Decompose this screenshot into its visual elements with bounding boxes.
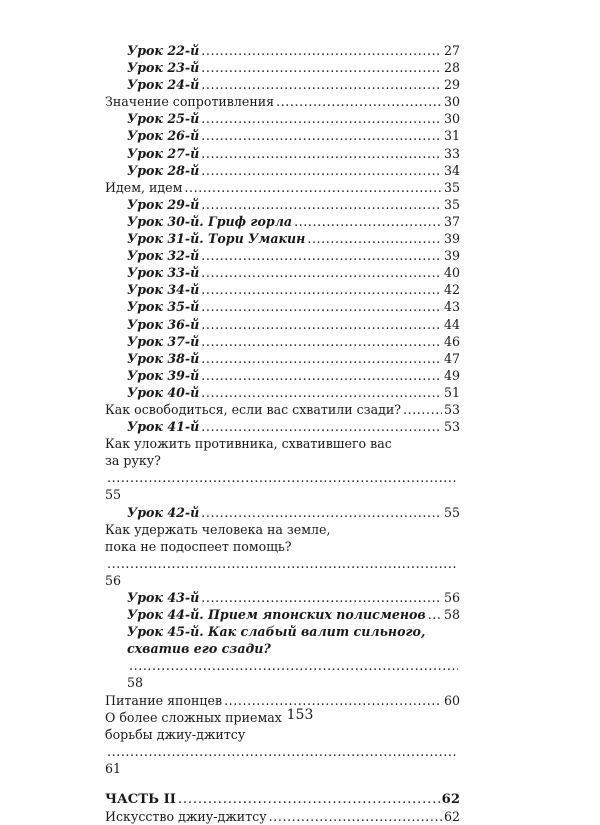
dot-leader (403, 401, 442, 418)
toc-entry-title: Искусство джиу-джитсу (105, 809, 267, 825)
toc-page-number: 40 (443, 265, 460, 281)
toc-entry-title: Урок 43-й (127, 590, 200, 605)
toc-page-number: 35 (443, 179, 460, 195)
toc-page-number: 58 (127, 675, 144, 691)
toc-section-entry[interactable] (105, 808, 460, 825)
toc-lesson-entry[interactable] (105, 589, 460, 606)
toc-lesson-entry[interactable] (105, 316, 460, 333)
toc-page-number: 34 (443, 162, 460, 178)
toc-entry-title: Урок 29-й (127, 196, 200, 212)
toc-page-number: 51 (443, 384, 460, 400)
toc-lesson-entry[interactable] (105, 42, 460, 59)
toc-page-number: 53 (443, 401, 460, 417)
dot-leader (201, 196, 442, 213)
toc-page-number: 39 (443, 231, 460, 247)
toc-section-entry[interactable] (105, 401, 460, 418)
toc-lesson-entry[interactable] (105, 213, 460, 230)
toc-entry-title: пока не подоспеет помощь? (105, 538, 292, 554)
toc-lesson-entry[interactable] (105, 230, 460, 247)
toc-lesson-entry[interactable] (105, 162, 460, 179)
dot-leader (201, 384, 442, 401)
toc-entry-title: О более сложных приемах (105, 709, 282, 725)
toc-entry-title: Урок 24-й (127, 77, 200, 93)
dot-leader (201, 504, 442, 521)
dot-leader (201, 145, 442, 162)
toc-lesson-entry[interactable] (105, 298, 460, 315)
dot-leader (201, 162, 442, 179)
toc-entry-title: Как освободиться, если вас схватили сзади? (105, 401, 401, 417)
toc-entry-title: Идем, идем (105, 179, 183, 195)
toc-entry-title: Урок 34-й (127, 282, 200, 298)
dot-leader (276, 93, 442, 110)
toc-lesson-entry[interactable] (105, 504, 460, 521)
dot-leader (107, 555, 458, 572)
toc-lesson-entry[interactable] (105, 59, 460, 76)
toc-page-number: 61 (105, 760, 122, 776)
toc-page-number: 56 (443, 590, 460, 605)
dot-leader (201, 59, 442, 76)
toc-entry-title: Урок 33-й (127, 265, 200, 281)
dot-leader (201, 281, 442, 298)
dot-leader (178, 791, 440, 808)
page-number: 153 (286, 707, 314, 723)
toc-lesson-entry[interactable] (105, 264, 460, 281)
toc-lesson-entry[interactable] (105, 281, 460, 298)
dot-leader (201, 110, 442, 127)
toc-entry-title: Урок 39-й (127, 367, 200, 383)
toc-part-heading[interactable] (105, 791, 460, 808)
toc-page-number: 62 (443, 809, 460, 825)
toc-entry-title: Значение сопротивления (105, 94, 275, 110)
toc-section-entry[interactable] (105, 93, 460, 110)
toc-page-number: 44 (443, 316, 460, 332)
toc-lesson-entry[interactable] (105, 418, 460, 435)
toc-page-number: 49 (443, 367, 460, 383)
dot-leader (201, 127, 442, 144)
toc-section-entry[interactable] (105, 435, 460, 503)
toc-entry-title: Урок 37-й (127, 333, 200, 349)
toc-lesson-entry[interactable] (105, 145, 460, 162)
toc-page-number: 42 (443, 282, 460, 298)
dot-leader (201, 298, 442, 315)
toc-entry-title: Урок 27-й (127, 145, 200, 161)
toc-lesson-entry[interactable] (105, 350, 460, 367)
toc-section-entry[interactable] (105, 179, 460, 196)
toc-page-number: 43 (443, 299, 460, 315)
toc-lesson-entry[interactable] (105, 333, 460, 350)
dot-leader (294, 213, 442, 230)
toc-entry-title: Урок 41-й (127, 419, 200, 435)
toc-lesson-entry[interactable] (105, 110, 460, 127)
toc-page-number: 56 (105, 572, 122, 588)
toc-page-number: 53 (443, 419, 460, 435)
dot-leader (184, 179, 442, 196)
toc-page-number: 55 (105, 487, 122, 503)
toc-lesson-entry[interactable] (105, 367, 460, 384)
toc-page-number: 29 (443, 77, 460, 93)
toc-lesson-entry[interactable] (105, 384, 460, 401)
toc-section-entry[interactable] (105, 521, 460, 589)
toc-lesson-entry[interactable] (105, 196, 460, 213)
toc-entry-title: за руку? (105, 453, 161, 469)
toc-page-number: 58 (443, 607, 460, 623)
toc-entry-title: ЧАСТЬ II (105, 792, 176, 808)
toc-entry-title: Урок 40-й (127, 384, 200, 400)
toc-entry-title: Урок 26-й (127, 128, 200, 144)
dot-leader (201, 247, 442, 264)
toc-entry-title: Урок 25-й (127, 111, 200, 127)
dot-leader (307, 230, 442, 247)
toc-lesson-entry[interactable] (105, 247, 460, 264)
dot-leader (201, 264, 442, 281)
toc-lesson-entry[interactable] (105, 76, 460, 93)
toc-page-number: 62 (441, 792, 460, 808)
toc-entry-title: Питание японцев (105, 692, 223, 708)
dot-leader (201, 316, 442, 333)
toc-entry-title: борьбы джиу-джитсу (105, 726, 246, 742)
toc-entry-title: Урок 22-й (127, 43, 200, 58)
dot-leader (107, 743, 458, 760)
dot-leader (201, 350, 442, 367)
dot-leader (107, 469, 458, 486)
toc-page-number: 30 (443, 111, 460, 127)
toc-lesson-entry[interactable] (105, 623, 460, 691)
dot-leader (201, 42, 442, 59)
toc-page-number: 31 (443, 128, 460, 144)
toc-page-number: 27 (443, 43, 460, 58)
toc-entry-title: Урок 38-й (127, 350, 200, 366)
toc-entry-title: Урок 30-й. Гриф горла (127, 213, 293, 229)
dot-leader (129, 657, 458, 674)
dot-leader (201, 418, 442, 435)
toc-entry-title: Урок 45-й. Как слабый валит сильного, (127, 624, 426, 640)
toc-entry-title: схватив его сзади? (127, 641, 271, 657)
toc-entry-title: Урок 31-й. Тори Умакин (127, 231, 306, 247)
toc-entry-title: Урок 36-й (127, 316, 200, 332)
toc-entry-title: Урок 44-й. Прием японских полисменов (127, 607, 426, 623)
toc-page-number: 55 (443, 504, 460, 520)
dot-leader (201, 367, 442, 384)
toc-entry-title: Урок 42-й (127, 504, 200, 520)
toc-entry-title: Урок 28-й (127, 162, 200, 178)
dot-leader (201, 76, 442, 93)
toc-page-number: 47 (443, 350, 460, 366)
toc-page-number: 37 (443, 213, 460, 229)
toc-entry-title: Как уложить противника, схватившего вас (105, 436, 392, 452)
toc-page-number: 35 (443, 196, 460, 212)
toc-lesson-entry[interactable] (105, 127, 460, 144)
toc-page-number: 28 (443, 60, 460, 76)
toc-lesson-entry[interactable] (105, 606, 460, 623)
dot-leader (428, 606, 442, 623)
dot-leader (201, 589, 442, 606)
toc-page-number: 46 (443, 333, 460, 349)
toc-entry-title: Урок 35-й (127, 299, 200, 315)
toc-page-number: 33 (443, 145, 460, 161)
toc-page-number: 30 (443, 94, 460, 110)
dot-leader (201, 333, 442, 350)
dot-leader (269, 808, 442, 825)
toc-page-number: 39 (443, 248, 460, 264)
toc-entry-title: Как удержать человека на земле, (105, 521, 331, 537)
toc-entry-title: Урок 23-й (127, 60, 200, 76)
toc-page-number: 60 (443, 692, 460, 708)
toc-entry-title: Урок 32-й (127, 248, 200, 264)
